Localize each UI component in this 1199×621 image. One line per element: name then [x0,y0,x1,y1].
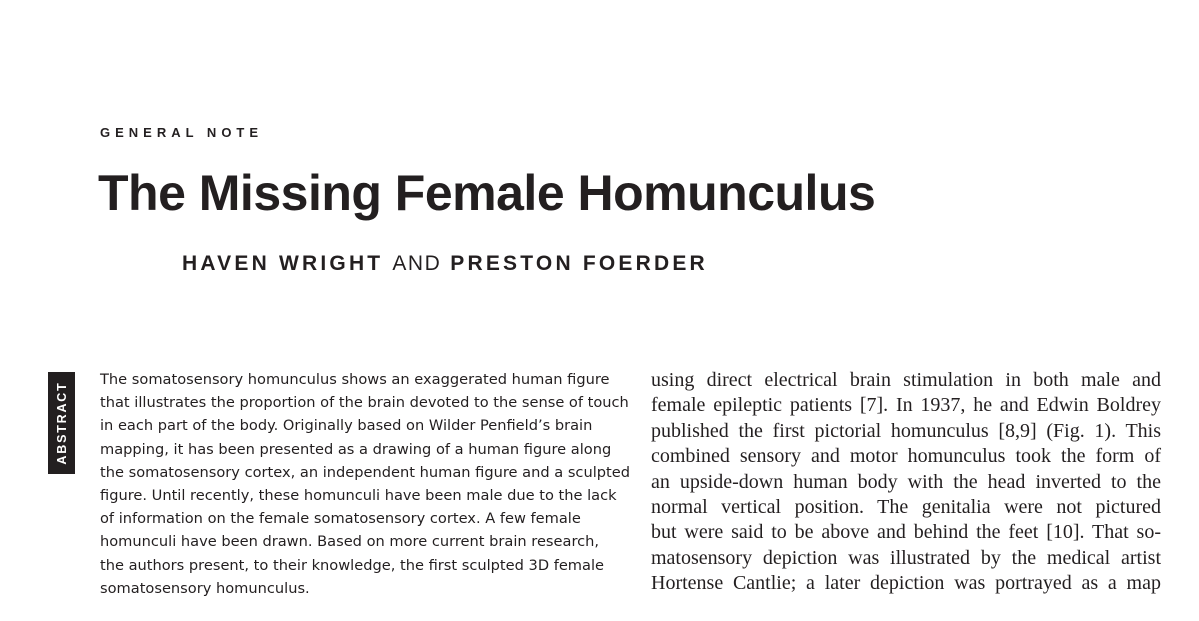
abstract-line: the somatosensory cortex, an independent human figure and a sculpted [100,463,630,481]
body-text-column [651,368,1161,597]
abstract-line: in each part of the body. Originally based on Wilder Penfield’s brain [100,417,593,435]
abstract-line: figure. Until recently, these homunculi have been male due to the lack [100,487,617,505]
abstract-line: The somatosensory homunculus shows an exaggerated human figure [100,371,610,388]
article-title: The Missing Female Homunculus [98,165,876,221]
body-line: an upside-down human body with the head inverted to the [651,470,1161,493]
body-line: using direct electrical brain stimulation in both male and [651,369,1161,391]
abstract-line: that illustrates the proportion of the brain devoted to the sense of touch [100,394,629,412]
author-1: HAVEN WRIGHT [182,252,384,275]
author-2: PRESTON FOERDER [450,252,708,275]
abstract-line: somatosensory homunculus. [100,579,310,597]
authors-line [182,252,708,276]
body-line: published the first pictorial homunculus [8,9] (Fig. 1). This [651,419,1161,442]
abstract-text [100,368,630,600]
body-line: Hortense Cantlie; a later depiction was portrayed as a map [651,572,1161,595]
abstract-tab-label: ABSTRACT [54,381,69,465]
abstract-line: homunculi have been drawn. Based on more current brain research, [100,533,600,551]
abstract-tab [48,372,75,474]
abstract-line: of information on the female somatosensory cortex. A few female [100,510,581,528]
body-line: combined sensory and motor homunculus took the form of [651,445,1161,468]
body-line: normal vertical position. The genitalia were not pictured [651,496,1161,519]
body-line: but were said to be above and behind the feet [10]. That so- [651,521,1161,544]
section-label: GENERAL NOTE [100,125,264,140]
authors-conjunction: AND [392,252,442,275]
abstract-line: mapping, it has been presented as a drawing of a human figure along [100,440,612,458]
body-line: female epileptic patients [7]. In 1937, he and Edwin Boldrey [651,394,1161,417]
abstract-line: the authors present, to their knowledge, the first sculpted 3D female [100,556,605,574]
body-line: matosensory depiction was illustrated by the medical artist [651,546,1161,569]
